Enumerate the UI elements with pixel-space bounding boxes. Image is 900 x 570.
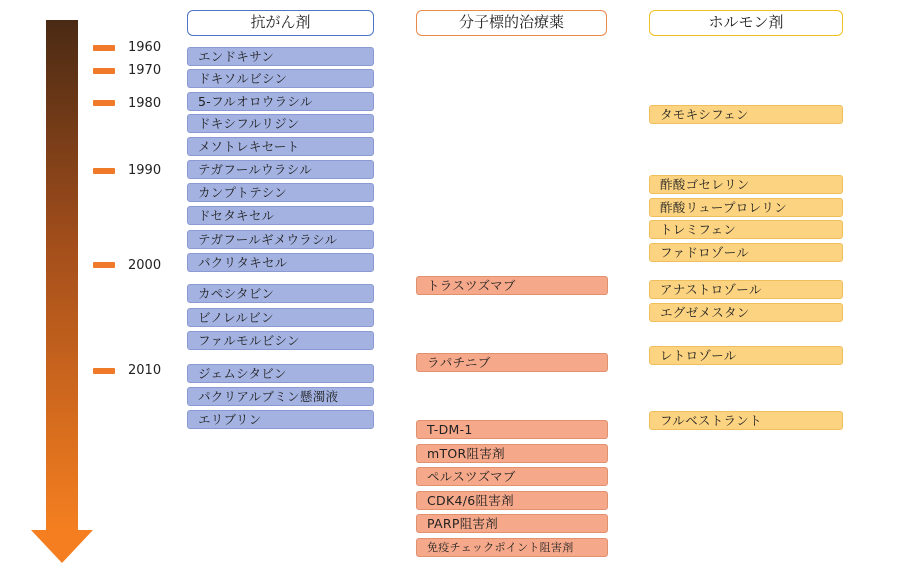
anticancer-drug: メソトレキセート — [187, 137, 374, 156]
molecular-drug: ペルスツズマブ — [416, 467, 608, 486]
anticancer-drug: 5-フルオロウラシル — [187, 92, 374, 111]
hormone-drug: ファドロゾール — [649, 243, 843, 262]
anticancer-drug: ジェムシタビン — [187, 364, 374, 383]
year-tick — [93, 68, 115, 74]
timeline-arrow-shaft — [46, 20, 78, 532]
hormone-drug: アナストロゾール — [649, 280, 843, 299]
anticancer-drug: テガフールギメウラシル — [187, 230, 374, 249]
anticancer-drug: カンプトテシン — [187, 183, 374, 202]
timeline-arrow — [0, 0, 110, 570]
hormone-drug: 酢酸リュープロレリン — [649, 198, 843, 217]
molecular-drug: CDK4/6阻害剤 — [416, 491, 608, 510]
anticancer-drug: テガフールウラシル — [187, 160, 374, 179]
hormone-drug: エグゼメスタン — [649, 303, 843, 322]
anticancer-drug: ドセタキセル — [187, 206, 374, 225]
year-tick — [93, 45, 115, 51]
hormone-drug: フルベストラント — [649, 411, 843, 430]
year-tick — [93, 100, 115, 106]
anticancer-drug: パクリアルブミン懸濁液 — [187, 387, 374, 406]
hormone-drug: レトロゾール — [649, 346, 843, 365]
header-molecular-targeted: 分子標的治療薬 — [416, 10, 607, 36]
molecular-drug: T-DM-1 — [416, 420, 608, 439]
timeline-arrow-head — [31, 530, 93, 563]
molecular-drug: 免疫チェックポイント阻害剤 — [416, 538, 608, 557]
hormone-drug: 酢酸ゴセレリン — [649, 175, 843, 194]
anticancer-drug: ファルモルビシン — [187, 331, 374, 350]
hormone-drug: タモキシフェン — [649, 105, 843, 124]
year-label-1970: 1970 — [128, 63, 162, 78]
year-label-1960: 1960 — [128, 40, 162, 55]
anticancer-drug: カペシタビン — [187, 284, 374, 303]
molecular-drug: PARP阻害剤 — [416, 514, 608, 533]
anticancer-drug: エンドキサン — [187, 47, 374, 66]
anticancer-drug: エリブリン — [187, 410, 374, 429]
year-label-1980: 1980 — [128, 96, 162, 111]
year-tick — [93, 368, 115, 374]
molecular-drug: ラパチニブ — [416, 353, 608, 372]
year-tick — [93, 168, 115, 174]
header-anticancer: 抗がん剤 — [187, 10, 374, 36]
year-label-2000: 2000 — [128, 258, 162, 273]
year-label-1990: 1990 — [128, 163, 162, 178]
hormone-drug: トレミフェン — [649, 220, 843, 239]
molecular-drug: トラスツズマブ — [416, 276, 608, 295]
anticancer-drug: ドキシフルリジン — [187, 114, 374, 133]
anticancer-drug: ビノレルビン — [187, 308, 374, 327]
header-hormone: ホルモン剤 — [649, 10, 843, 36]
year-tick — [93, 262, 115, 268]
anticancer-drug: パクリタキセル — [187, 253, 374, 272]
year-label-2010: 2010 — [128, 363, 162, 378]
anticancer-drug: ドキソルビシン — [187, 69, 374, 88]
molecular-drug: mTOR阻害剤 — [416, 444, 608, 463]
